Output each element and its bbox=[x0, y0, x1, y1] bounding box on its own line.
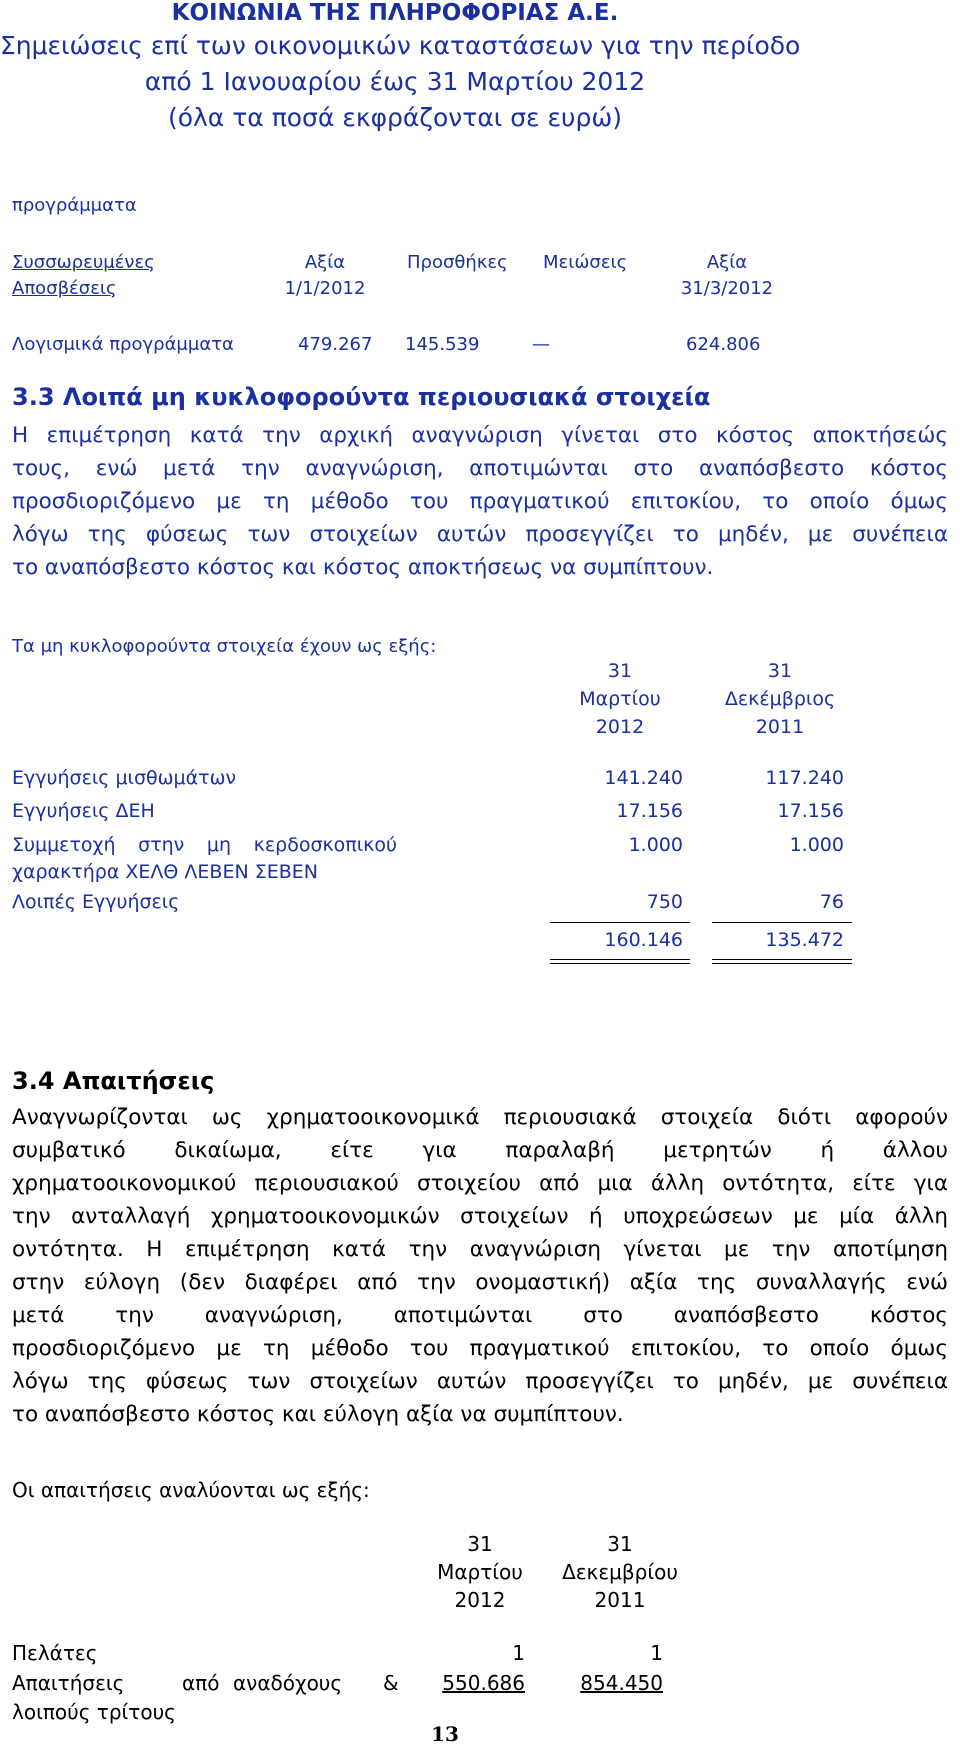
paragraph-line: προσδιοριζόμενο με τη μέθοδο του πραγματικού επιτοκίου, το οποίο όμως bbox=[12, 1336, 948, 1361]
section-3-4-paragraph bbox=[12, 1101, 948, 1431]
section-3-4-intro: Οι απαιτήσεις αναλύονται ως εξής: bbox=[12, 1478, 370, 1502]
company-name: ΚΟΙΝΩΝΙΑ ΤΗΣ ΠΛΗΡΟΦΟΡΙΑΣ Α.Ε. bbox=[171, 0, 619, 26]
receivables-label-part-4: & bbox=[383, 1671, 399, 1695]
col-header-date-end: 31/3/2012 bbox=[680, 278, 774, 299]
total-2011: 135.472 bbox=[765, 929, 844, 951]
col2-month: Δεκέμβριος bbox=[724, 688, 836, 710]
col1-day: 31 bbox=[467, 1532, 493, 1556]
col-header-accumulated: Συσσωρευμένες bbox=[12, 252, 155, 273]
page-number: 13 bbox=[431, 1722, 459, 1746]
table-row-label: Λοιπές Εγγυήσεις bbox=[12, 891, 180, 913]
col1-year: 2012 bbox=[454, 1588, 506, 1612]
software-caption: προγράμματα bbox=[12, 195, 137, 216]
software-value-end: 624.806 bbox=[686, 334, 761, 355]
section-3-3-title: 3.3 Λοιπά μη κυκλοφορούντα περιουσιακά στοιχεία bbox=[12, 383, 711, 411]
receivables-label-part-1: Απαιτήσεις bbox=[12, 1671, 125, 1695]
header-line-2: από 1 Ιανουαρίου έως 31 Μαρτίου 2012 bbox=[144, 67, 646, 96]
table-cell-2012: 750 bbox=[646, 891, 683, 913]
paragraph-line: την ανταλλαγή χρηματοοικονομικών στοιχείων ή υποχρεώσεων με μία άλλη bbox=[12, 1204, 948, 1229]
table-row-label-cont: χαρακτήρα ΧΕΛΘ ΛΕΒΕΝ ΣΕΒΕΝ bbox=[12, 861, 318, 883]
receivables-label-part-3: αναδόχους bbox=[233, 1671, 343, 1695]
total-double-rule-2011 bbox=[712, 959, 852, 964]
table-cell-2011: 17.156 bbox=[777, 800, 844, 822]
table-cell-2011: 76 bbox=[819, 891, 844, 913]
paragraph-line: οντότητα. Η επιμέτρηση κατά την αναγνώριση γίνεται με την αποτίμηση bbox=[12, 1237, 948, 1262]
col-header-value-end: Αξία bbox=[706, 252, 748, 273]
col2-month: Δεκεμβρίου bbox=[562, 1560, 678, 1584]
col2-day: 31 bbox=[767, 660, 793, 682]
paragraph-line: προσδιοριζόμενο με τη μέθοδο του πραγματικού επιτοκίου, το οποίο όμως bbox=[12, 489, 948, 514]
table-cell-2012: 141.240 bbox=[604, 767, 683, 789]
section-3-3-paragraph bbox=[12, 419, 948, 584]
software-value-start: 479.267 bbox=[298, 334, 373, 355]
col2-year: 2011 bbox=[755, 716, 805, 738]
table-row-label: Εγγυήσεις μισθωμάτων bbox=[12, 767, 237, 789]
table-cell-2012: 550.686 bbox=[442, 1671, 525, 1695]
paragraph-line: μετά την αναγνώριση, αποτιμώνται στο αναπόσβεστο κόστος bbox=[12, 1303, 948, 1328]
col2-day: 31 bbox=[607, 1532, 633, 1556]
col1-month: Μαρτίου bbox=[579, 688, 661, 710]
table-row-label: Εγγυήσεις ΔΕΗ bbox=[12, 800, 155, 822]
subtotal-rule-2011 bbox=[712, 922, 852, 923]
section-3-3-intro: Τα μη κυκλοφορούντα στοιχεία έχουν ως εξής: bbox=[12, 636, 437, 657]
col-header-depreciation: Αποσβέσεις bbox=[12, 278, 117, 299]
table-cell-2012: 1 bbox=[512, 1641, 525, 1665]
table-cell-2012: 17.156 bbox=[616, 800, 683, 822]
paragraph-line: λόγω της φύσεως των στοιχείων αυτών προσεγγίζει το μηδέν, με συνέπεια bbox=[12, 522, 948, 547]
header-line-1: Σημειώσεις επί των οικονομικών καταστάσεων για την περίοδο bbox=[0, 31, 801, 60]
paragraph-line: Αναγνωρίζονται ως χρηματοοικονομικά περιουσιακά στοιχεία διότι αφορούν bbox=[12, 1105, 948, 1130]
paragraph-line: το αναπόσβεστο κόστος και κόστος αποκτήσεως να συμπίπτουν. bbox=[12, 555, 714, 580]
receivables-label-part-2: από bbox=[182, 1671, 220, 1695]
total-double-rule-2012 bbox=[550, 959, 690, 964]
col-header-additions: Προσθήκες bbox=[407, 252, 508, 273]
paragraph-line: λόγω της φύσεως των στοιχείων αυτών προσεγγίζει το μηδέν, με συνέπεια bbox=[12, 1369, 948, 1394]
software-additions: 145.539 bbox=[405, 334, 480, 355]
col1-month: Μαρτίου bbox=[437, 1560, 523, 1584]
paragraph-line: Η επιμέτρηση κατά την αρχική αναγνώριση γίνεται στο κόστος αποκτήσεώς bbox=[12, 423, 948, 448]
paragraph-line: τους, ενώ μετά την αναγνώριση, αποτιμώνται στο αναπόσβεστο κόστος bbox=[12, 456, 948, 481]
subtotal-rule-2012 bbox=[550, 922, 690, 923]
col1-day: 31 bbox=[607, 660, 633, 682]
table-row-label: Πελάτες bbox=[12, 1641, 98, 1665]
col2-year: 2011 bbox=[594, 1588, 646, 1612]
table-cell-2011: 1 bbox=[650, 1641, 663, 1665]
table-cell-2011: 1.000 bbox=[789, 834, 844, 856]
table-row-label: Συμμετοχή στην μη κερδοσκοπικού bbox=[12, 834, 397, 856]
software-row-label: Λογισμικά προγράμματα bbox=[12, 334, 234, 355]
col-header-date-start: 1/1/2012 bbox=[284, 278, 366, 299]
paragraph-line: χρηματοοικονομικού περιουσιακού στοιχείου από μια άλλη οντότητα, είτε για bbox=[12, 1171, 948, 1196]
table-row-label-cont: λοιπούς τρίτους bbox=[12, 1700, 176, 1724]
header-line-3: (όλα τα ποσά εκφράζονται σε ευρώ) bbox=[167, 103, 623, 132]
paragraph-line: στην εύλογη (δεν διαφέρει από την ονομαστική) αξία της συναλλαγής ενώ bbox=[12, 1270, 948, 1295]
software-reductions: — bbox=[532, 334, 550, 355]
table-cell-2011: 117.240 bbox=[765, 767, 844, 789]
paragraph-line: συμβατικό δικαίωμα, είτε για παραλαβή μετρητών ή άλλου bbox=[12, 1138, 948, 1163]
table-cell-2012: 1.000 bbox=[628, 834, 683, 856]
col-header-value-start: Αξία bbox=[304, 252, 346, 273]
paragraph-line: το αναπόσβεστο κόστος και εύλογη αξία να συμπίπτουν. bbox=[12, 1402, 624, 1427]
total-2012: 160.146 bbox=[604, 929, 683, 951]
col1-year: 2012 bbox=[595, 716, 645, 738]
section-3-4-title: 3.4 Απαιτήσεις bbox=[12, 1067, 215, 1095]
table-cell-2011: 854.450 bbox=[580, 1671, 663, 1695]
col-header-reductions: Μειώσεις bbox=[543, 252, 628, 273]
